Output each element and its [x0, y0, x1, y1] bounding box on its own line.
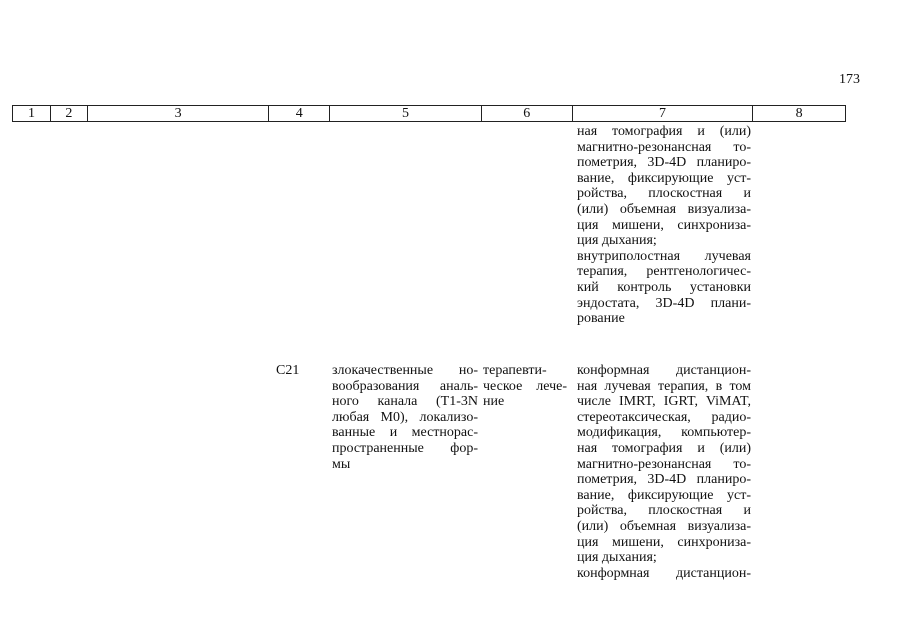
- text-line: любая M0), локализо-: [332, 409, 478, 425]
- text-line: (или) объемная визуализа-: [577, 201, 751, 217]
- text-line: модификация, компьютер-: [577, 425, 751, 441]
- text-line: пометрия, 3D-4D планиро-: [577, 155, 751, 171]
- c21-diagnosis-cell: [332, 363, 478, 472]
- text-line: числе IMRT, IGRT, ViMAT,: [577, 394, 751, 410]
- text-line: магнитно-резонансная то-: [577, 139, 751, 155]
- diagnosis-code: C21: [276, 363, 300, 378]
- text-line: стереотаксическая, радио-: [577, 409, 751, 425]
- text-line: рование: [577, 311, 625, 327]
- header-col-3: 3: [88, 106, 270, 121]
- text-line: вание, фиксирующие уст-: [577, 487, 751, 503]
- c21-treatment-type-cell: [483, 363, 567, 410]
- header-col-1: 1: [13, 106, 51, 121]
- text-line: конформная дистанцион-: [577, 363, 751, 378]
- text-line: ческое лече-: [483, 378, 567, 394]
- text-line: ная томография и (или): [577, 124, 751, 139]
- text-line: внутриполостная лучевая: [577, 248, 751, 264]
- text-line: ция дыхания;: [577, 233, 657, 249]
- prev-row-method-cell: [577, 124, 751, 327]
- text-line: пространенные фор-: [332, 440, 478, 456]
- text-line: ройства, плоскостная и: [577, 503, 751, 519]
- text-line: терапия, рентгенологичес-: [577, 264, 751, 280]
- header-col-4: 4: [269, 106, 330, 121]
- text-line: конформная дистанцион-: [577, 565, 751, 581]
- text-line: ройства, плоскостная и: [577, 186, 751, 202]
- text-line: вообразования аналь-: [332, 378, 478, 394]
- text-line: злокачественные но-: [332, 363, 478, 378]
- text-line: эндостата, 3D-4D плани-: [577, 295, 751, 311]
- header-col-7: 7: [573, 106, 754, 121]
- text-line: магнитно-резонансная то-: [577, 456, 751, 472]
- text-line: пометрия, 3D-4D планиро-: [577, 472, 751, 488]
- c21-method-cell: [577, 363, 751, 581]
- text-line: ная томография и (или): [577, 440, 751, 456]
- table-header-row: [12, 105, 846, 122]
- text-line: ние: [483, 394, 505, 410]
- text-line: ция мишени, синхрониза-: [577, 217, 751, 233]
- header-col-6: 6: [482, 106, 573, 121]
- text-line: ция дыхания;: [577, 550, 657, 566]
- text-line: терапевти-: [483, 363, 547, 378]
- text-line: ного канала (T1-3N: [332, 394, 478, 410]
- text-line: кий контроль установки: [577, 279, 751, 295]
- header-col-2: 2: [51, 106, 88, 121]
- text-line: ванные и местнорас-: [332, 425, 478, 441]
- text-line: вание, фиксирующие уст-: [577, 170, 751, 186]
- page-number: 173: [839, 72, 860, 87]
- header-col-8: 8: [795, 106, 803, 121]
- text-line: ная лучевая терапия, в том: [577, 378, 751, 394]
- text-line: мы: [332, 456, 351, 472]
- header-col-5: 5: [330, 106, 482, 121]
- text-line: (или) объемная визуализа-: [577, 518, 751, 534]
- text-line: ция мишени, синхрониза-: [577, 534, 751, 550]
